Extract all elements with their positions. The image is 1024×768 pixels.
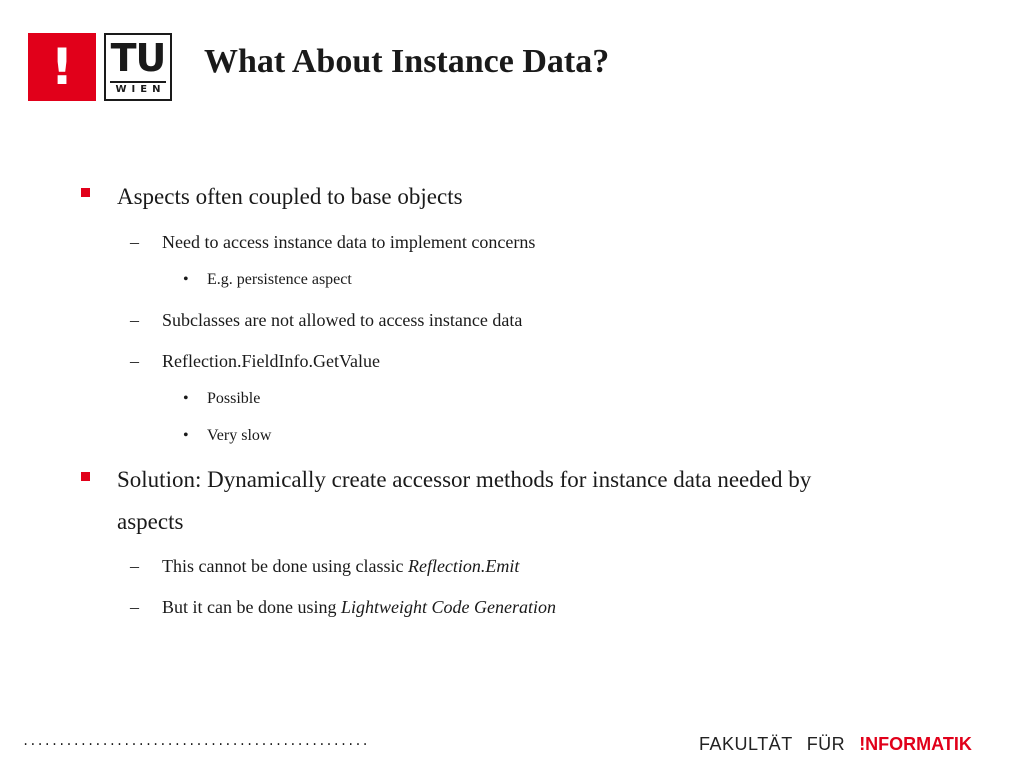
logo-tu-wien <box>104 33 172 101</box>
dash-icon: – <box>130 351 139 371</box>
bullet-2-sub-2-emphasis: Lightweight Code Generation <box>340 597 556 617</box>
logo-divider <box>110 81 166 83</box>
logo-exclamation: ! <box>50 38 74 96</box>
bullet-2-text-line-1: Solution: Dynamically create accessor methods for instance data needed by <box>117 467 812 492</box>
bullet-1-text: Aspects often coupled to base objects <box>117 184 463 209</box>
logo-wien-text: WIEN <box>115 84 166 95</box>
footer-fakultaet: FAKULTÄT <box>699 734 793 754</box>
footer-faculty-logo <box>699 733 972 755</box>
logo-tu-wien-excl <box>28 33 96 101</box>
logo-tu-text: TU <box>110 36 166 80</box>
bullet-2-sub-1 <box>162 553 519 579</box>
dot-icon: • <box>183 427 189 444</box>
bullet-1-sub-3-sub-1: Possible <box>207 390 261 407</box>
footer-fuer: FÜR <box>806 734 846 754</box>
slide-title: What About Instance Data? <box>204 43 610 80</box>
bullet-2-text-line-2: aspects <box>117 509 184 534</box>
bullet-square-icon <box>81 188 90 197</box>
bullet-square-icon <box>81 472 90 481</box>
footer-dotted-line: ................................................ <box>22 734 369 748</box>
bullet-2-sub-1-text: This cannot be done using classic <box>162 556 408 576</box>
dash-icon: – <box>130 310 139 330</box>
bullet-1-sub-3-sub-2: Very slow <box>207 427 272 444</box>
bullet-1-sub-1: Need to access instance data to implement concerns <box>162 232 536 252</box>
bullet-1-sub-3: Reflection.FieldInfo.GetValue <box>162 351 380 371</box>
bullet-2-sub-1-emphasis: Reflection.Emit <box>407 556 520 576</box>
dot-icon: • <box>183 271 189 288</box>
dash-icon: – <box>130 232 139 252</box>
dash-icon: – <box>130 556 139 576</box>
dot-icon: • <box>183 390 189 407</box>
bullet-1-sub-2: Subclasses are not allowed to access instance data <box>162 310 523 330</box>
bullet-2-sub-2-text: But it can be done using <box>162 597 341 617</box>
bullet-2-sub-2 <box>162 594 556 620</box>
bullet-1-sub-1-sub-1: E.g. persistence aspect <box>207 271 352 288</box>
dash-icon: – <box>130 597 139 617</box>
footer-informatik: !NFORMATIK <box>859 734 972 754</box>
